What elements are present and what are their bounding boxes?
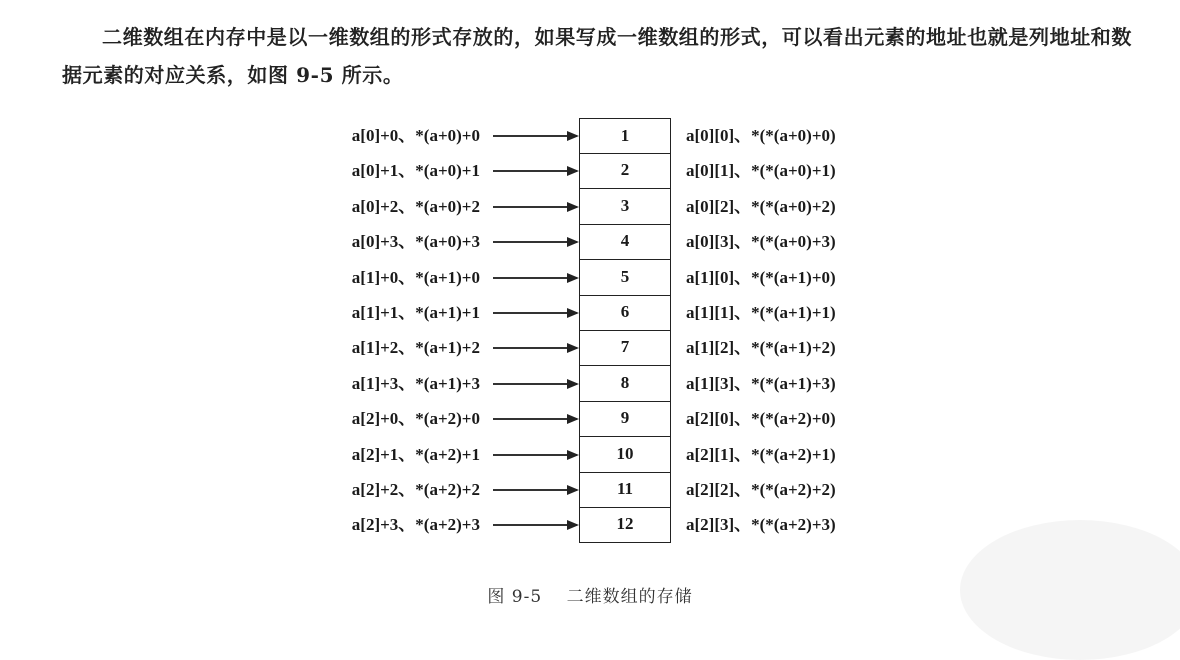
memory-row xyxy=(0,118,1180,154)
memory-cell: 9 xyxy=(579,401,671,437)
arrow-icon xyxy=(493,418,577,420)
arrow-icon xyxy=(493,241,577,243)
element-expression: a[2][1]、*(*(a+2)+1) xyxy=(686,444,836,464)
element-expression: a[1][1]、*(*(a+1)+1) xyxy=(686,303,836,322)
arrow-icon xyxy=(493,383,577,385)
memory-cell: 10 xyxy=(579,437,671,473)
memory-cell: 6 xyxy=(579,295,671,331)
memory-row xyxy=(0,260,1180,296)
arrow-icon xyxy=(493,277,577,279)
arrow-icon xyxy=(493,312,577,314)
memory-cell: 7 xyxy=(579,330,671,366)
figure-number: 图 9-5 xyxy=(487,587,543,607)
address-expression: a[1]+2、*(a+1)+2 xyxy=(351,338,480,358)
address-expression: a[0]+3、*(a+0)+3 xyxy=(351,232,480,252)
element-expression: a[2][3]、*(*(a+2)+3) xyxy=(686,515,836,535)
element-expression: a[1][0]、*(*(a+1)+0) xyxy=(686,267,836,287)
memory-row xyxy=(0,401,1180,437)
element-expression: a[0][3]、*(*(a+0)+3) xyxy=(686,232,836,252)
element-expression: a[0][1]、*(*(a+0)+1) xyxy=(686,161,836,181)
memory-cell: 3 xyxy=(579,189,671,225)
memory-cell: 1 xyxy=(579,118,671,154)
arrow-icon xyxy=(493,135,577,137)
address-expression: a[0]+1、*(a+0)+1 xyxy=(351,161,480,181)
memory-cell: 8 xyxy=(579,366,671,402)
arrow-icon xyxy=(493,489,577,491)
arrow-icon xyxy=(493,454,577,456)
memory-cell: 2 xyxy=(579,153,671,189)
arrow-icon xyxy=(493,524,577,526)
address-expression: a[1]+3、*(a+1)+3 xyxy=(351,373,480,393)
memory-row xyxy=(0,437,1180,473)
arrow-icon xyxy=(493,347,577,349)
arrow-icon xyxy=(493,206,577,208)
element-expression: a[2][2]、*(*(a+2)+2) xyxy=(686,480,836,499)
element-expression: a[1][2]、*(*(a+1)+2) xyxy=(686,338,836,358)
element-expression: a[0][2]、*(*(a+0)+2) xyxy=(686,196,836,216)
figure-title: 二维数组的存储 xyxy=(566,587,693,607)
address-expression: a[2]+2、*(a+2)+2 xyxy=(351,480,480,499)
memory-cell: 4 xyxy=(579,224,671,260)
memory-row xyxy=(0,153,1180,189)
address-expression: a[2]+0、*(a+2)+0 xyxy=(351,409,480,429)
arrow-icon xyxy=(493,170,577,172)
memory-cell: 11 xyxy=(579,472,671,508)
address-expression: a[0]+0、*(a+0)+0 xyxy=(351,126,480,145)
figure-caption xyxy=(0,582,1180,607)
memory-cell: 5 xyxy=(579,260,671,296)
element-expression: a[2][0]、*(*(a+2)+0) xyxy=(686,409,836,429)
address-expression: a[1]+1、*(a+1)+1 xyxy=(351,303,480,322)
element-expression: a[1][3]、*(*(a+1)+3) xyxy=(686,373,836,393)
memory-row xyxy=(0,295,1180,331)
memory-row xyxy=(0,507,1180,543)
address-expression: a[2]+3、*(a+2)+3 xyxy=(351,515,480,535)
memory-row xyxy=(0,472,1180,508)
memory-cell: 12 xyxy=(579,507,671,543)
element-expression: a[0][0]、*(*(a+0)+0) xyxy=(686,126,836,145)
memory-row xyxy=(0,330,1180,366)
address-expression: a[1]+0、*(a+1)+0 xyxy=(351,267,480,287)
memory-row xyxy=(0,224,1180,260)
address-expression: a[0]+2、*(a+0)+2 xyxy=(351,196,480,216)
memory-row xyxy=(0,189,1180,225)
intro-paragraph: 二维数组在内存中是以一维数组的形式存放的，如果写成一维数组的形式，可以看出元素的地址也就是列地址和数据元素的对应关系，如图 9-5 所示。 xyxy=(62,25,1132,87)
address-expression: a[2]+1、*(a+2)+1 xyxy=(351,444,480,464)
memory-row xyxy=(0,366,1180,402)
